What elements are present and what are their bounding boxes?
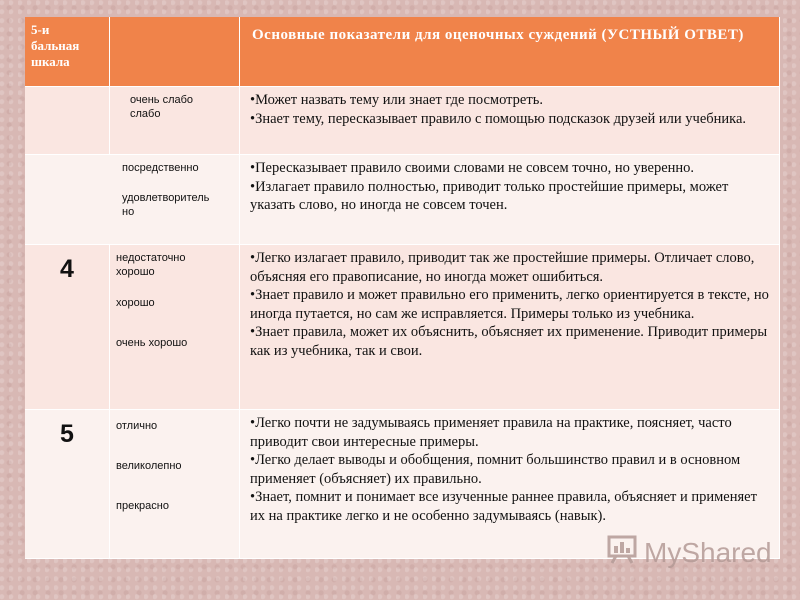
level-label: очень хорошо bbox=[116, 337, 188, 349]
grade-cell bbox=[25, 410, 110, 559]
header-indicators bbox=[240, 17, 780, 87]
level-label: великолепно bbox=[116, 460, 182, 472]
level-label: отлично bbox=[116, 420, 158, 432]
levels-cell bbox=[110, 87, 240, 155]
level-label: очень слабо слабо bbox=[130, 94, 194, 120]
watermark-text: MyShared bbox=[644, 536, 772, 568]
level-label: посредственно bbox=[122, 162, 199, 174]
grade-value: 5 bbox=[60, 420, 74, 448]
indicator-text: •Легко почти не задумываясь применяет правила на практике, поясняет, часто приводит свои интересные примеры. bbox=[250, 415, 732, 450]
presentation-board-icon bbox=[606, 534, 644, 571]
header-scale bbox=[25, 17, 110, 87]
indicator-text: •Знает правила, может их объяснить, объясняет их применение. Приводит примеры как из учебника, так и свои. bbox=[250, 324, 768, 359]
header-indicators-label: Основные показатели для оценочных суждений (УСТНЫЙ ОТВЕТ) bbox=[252, 27, 744, 43]
indicator-text: •Может назвать тему или знает где посмотреть. bbox=[250, 92, 543, 108]
levels-cell bbox=[26, 155, 240, 245]
indicator-text: •Знает тему, пересказывает правило с помощью подсказок друзей или учебника. bbox=[250, 110, 747, 127]
levels-cell bbox=[110, 410, 240, 559]
indicator-text: •Легко излагает правило, приводит так же простейшие примеры. Отличает слово, объясняя его правописание, но иногда может ошибиться. bbox=[250, 250, 755, 285]
level-label: удовлетворитель но bbox=[122, 192, 210, 218]
watermark-logo bbox=[606, 534, 772, 571]
header-scale-label: 5-и бальная шкала bbox=[31, 22, 80, 69]
header-empty bbox=[110, 17, 240, 87]
indicator-text: •Легко делает выводы и обобщения, помнит большинство правил и в основном применяет (объясняет) их правильно. bbox=[250, 452, 741, 487]
indicator-text: •Пересказывает правило своими словами не совсем точно, но уверенно. bbox=[250, 160, 695, 176]
indicators-cell bbox=[240, 87, 780, 155]
level-label: недостаточно хорошо bbox=[116, 252, 186, 278]
indicator-text: •Излагает правило полностью, приводит только простейшие примеры, может указать слово, но иногда не совсем точен. bbox=[250, 178, 729, 213]
level-label: хорошо bbox=[116, 297, 155, 309]
grade-cell bbox=[25, 87, 110, 155]
level-label: прекрасно bbox=[116, 500, 169, 512]
indicator-text: •Знает правило и может правильно его применить, легко ориентируется в тексте, но иногда путается, но сам же исправляется. Примеры только из учебника. bbox=[250, 287, 769, 322]
indicator-text: •Знает, помнит и понимает все изученные раннее правила, объясняет и применяет их на практике легко и не особенно задумываясь (навык). bbox=[250, 489, 757, 524]
grade-cell bbox=[25, 245, 110, 410]
grading-table bbox=[25, 17, 780, 559]
levels-cell bbox=[110, 245, 240, 410]
grade-value: 4 bbox=[60, 255, 74, 283]
indicators-cell bbox=[240, 245, 780, 410]
indicators-cell bbox=[240, 155, 780, 245]
